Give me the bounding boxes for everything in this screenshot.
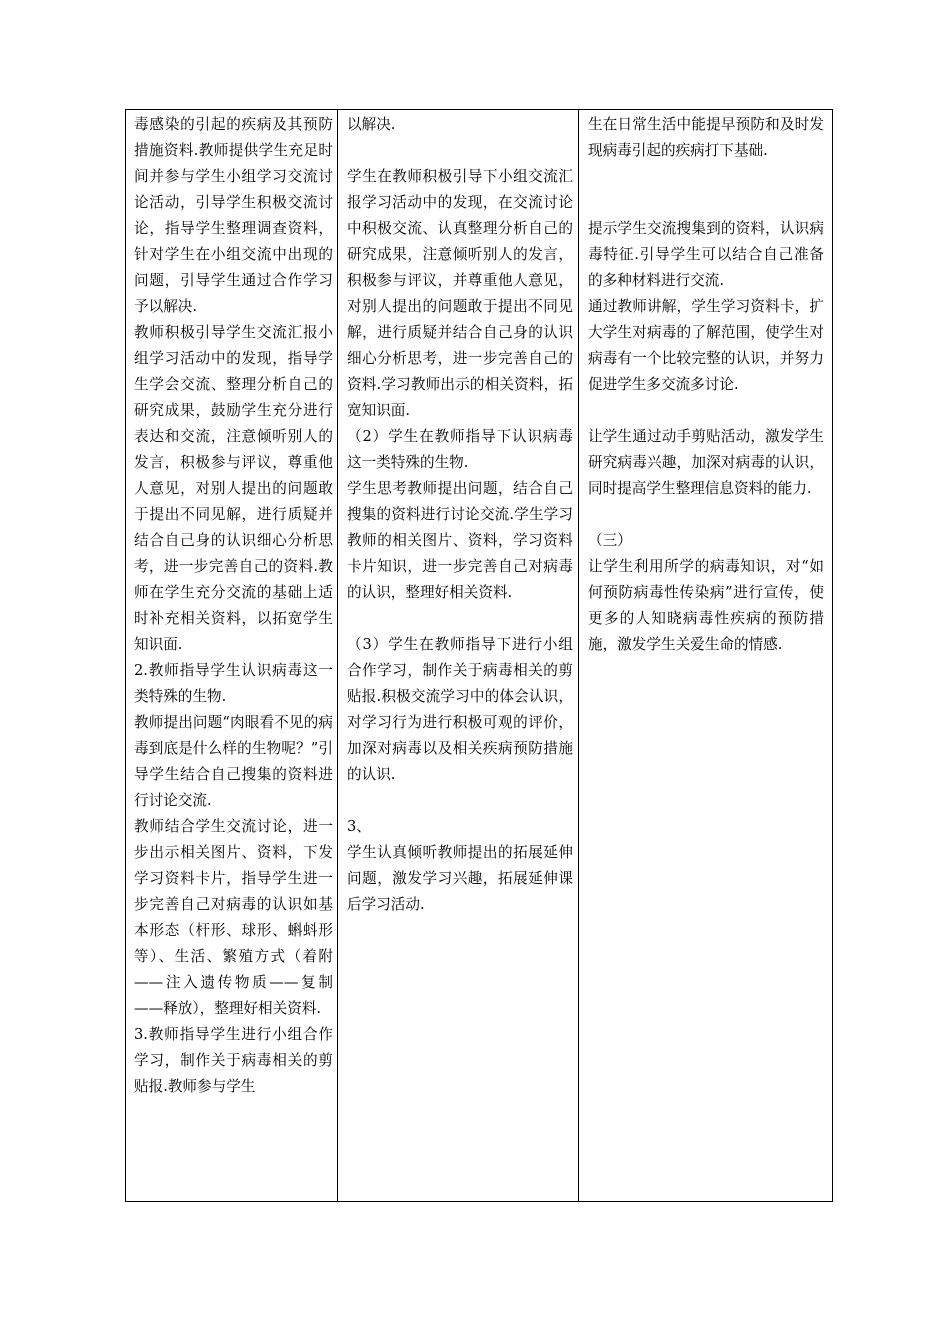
table-border-top (125, 109, 833, 110)
table-border-bottom (125, 1201, 833, 1202)
col3-paragraph: 让学生通过动手剪贴活动，激发学生研究病毒兴趣，加深对病毒的认识，同时提高学生整理信息资料的能力. (588, 428, 824, 497)
column-divider-1 (337, 109, 338, 1202)
col1-paragraph: 教师结合学生交流讨论，进一步出示相关图片、资料，下发学习资料卡片，指导学生进一步完善自己对病毒的认识如基本形态（杆形、球形、蝌蚪形等）、生活、繁殖方式（着附——注入遗传物质——复制——释放），整理好相关资料. (134, 818, 333, 1017)
column-divider-2 (578, 109, 579, 1202)
teacher-activity-column (134, 112, 333, 1100)
col3-paragraph: 生在日常生活中能提早预防和及时发现病毒引起的疾病打下基础. (588, 116, 824, 159)
col3-paragraph: 通过教师讲解，学生学习资料卡，扩大学生对病毒的了解范围，使学生对病毒有一个比较完整的认识，并努力促进学生多交流多讨论. (588, 298, 824, 393)
col2-paragraph: 学生思考教师提出问题，结合自己搜集的资料进行讨论交流.学生学习教师的相关图片、资料，学习资料卡片知识，进一步完善自己对病毒的认识，整理好相关资料. (347, 480, 573, 601)
col2-paragraph: 以解决. (347, 116, 396, 133)
student-activity-column (347, 112, 573, 918)
col2-paragraph: 学生在教师积极引导下小组交流汇报学习活动中的发现，在交流讨论中积极交流、认真整理分析自己的研究成果，注意倾听别人的发言，积极参与评议，并尊重他人意见，对别人提出的问题敢于提出不同见解，进行质疑并结合自己身的认识细心分析思考，进一步完善自己的资料.学习教师出示的相关资料，拓宽知识面. (347, 168, 573, 419)
col1-paragraph: 3.教师指导学生进行小组合作学习，制作关于病毒相关的剪贴报.教师参与学生 (134, 1026, 333, 1095)
col1-paragraph: 教师积极引导学生交流汇报小组学习活动中的发现，指导学生学会交流、整理分析自己的研究成果，鼓励学生充分进行表达和交流，注意倾听别人的发言，积极参与评议，尊重他人意见，对别人提出的问题敢于提出不同见解，进行质疑并结合自己身的认识细心分析思考，进一步完善自己的资料.教师在学生充分交流的基础上适时补充相关资料，以拓宽学生知识面. (134, 324, 333, 653)
col1-paragraph: 2.教师指导学生认识病毒这一类特殊的生物. (134, 662, 333, 705)
col2-paragraph: （3）学生在教师指导下进行小组合作学习，制作关于病毒相关的剪贴报.积极交流学习中的体会认识，对学习行为进行积极可观的评价，加深对病毒以及相关疾病预防措施的认识. (347, 636, 573, 783)
col3-paragraph: 让学生利用所学的病毒知识，对“如何预防病毒性传染病”进行宣传，使更多的人知晓病毒性疾病的预防措施，激发学生关爱生命的情感. (588, 558, 824, 653)
col2-paragraph: 3、 (347, 818, 371, 835)
col3-paragraph: 提示学生交流搜集到的资料，认识病毒特征.引导学生可以结合自己准备的多种材料进行交流. (588, 220, 824, 289)
col1-paragraph: 教师提出问题“肉眼看不见的病毒到底是什么样的生物呢？”引导学生结合自己搜集的资料进行讨论交流. (134, 714, 333, 809)
table-border-left (125, 109, 126, 1202)
lesson-table (125, 109, 833, 1202)
col2-paragraph: 学生认真倾听教师提出的拓展延伸问题，激发学习兴趣，拓展延伸课后学习活动. (347, 844, 573, 913)
table-border-right (832, 109, 833, 1202)
col3-paragraph: （三） (588, 532, 632, 549)
col1-paragraph: 毒感染的引起的疾病及其预防措施资料.教师提供学生充足时间并参与学生小组学习交流讨论活动，引导学生积极交流讨论，指导学生整理调查资料，针对学生在小组交流中出现的问题，引导学生通过合作学习予以解决. (134, 116, 333, 315)
design-intent-column (588, 112, 824, 658)
col2-paragraph: （2）学生在教师指导下认识病毒这一类特殊的生物. (347, 428, 573, 471)
